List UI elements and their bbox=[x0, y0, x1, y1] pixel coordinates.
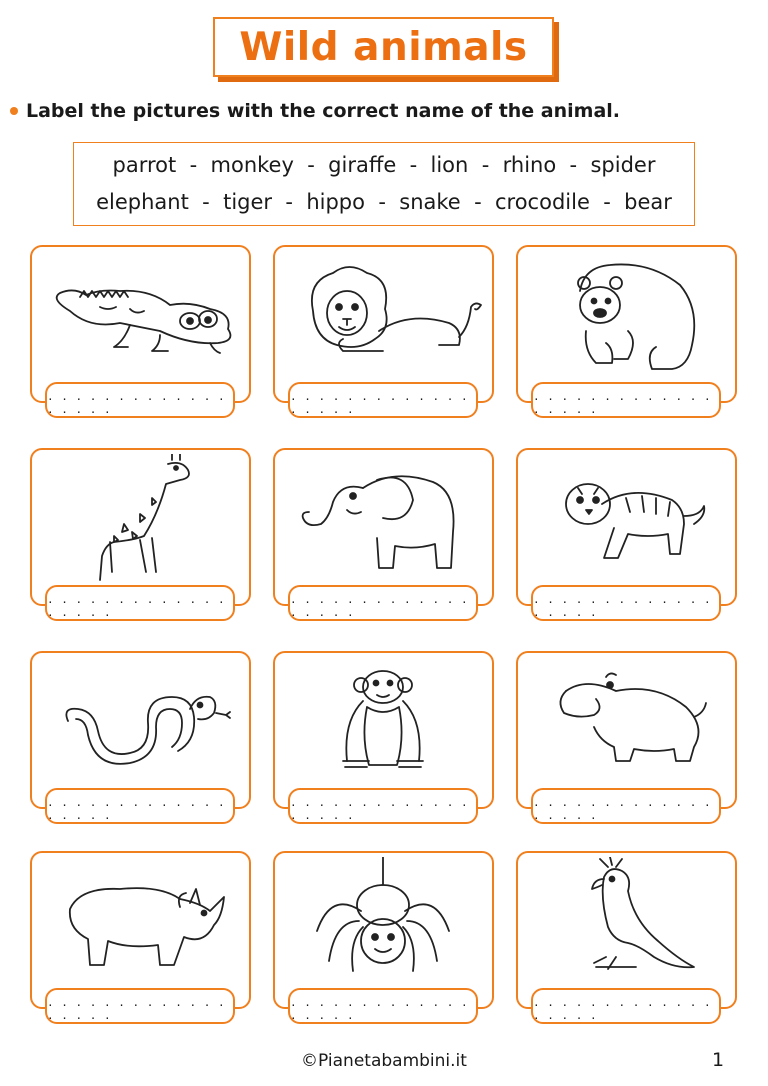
answer-field[interactable]: . . . . . . . . . . . . . . . . . . bbox=[531, 585, 721, 621]
monkey-icon bbox=[283, 657, 483, 785]
parrot-icon bbox=[526, 857, 726, 985]
animal-card bbox=[273, 448, 494, 626]
answer-field[interactable]: . . . . . . . . . . . . . . . . . . bbox=[531, 988, 721, 1024]
instruction bbox=[10, 100, 620, 122]
tiger-icon bbox=[526, 454, 726, 582]
instruction-text: Label the pictures with the correct name of the animal. bbox=[26, 100, 621, 122]
answer-field[interactable]: . . . . . . . . . . . . . . . . . . bbox=[288, 788, 478, 824]
answer-field[interactable]: . . . . . . . . . . . . . . . . . . bbox=[288, 585, 478, 621]
bear-icon bbox=[526, 251, 726, 379]
page-title: Wild animals bbox=[239, 24, 528, 70]
rhino-icon bbox=[40, 857, 240, 985]
animal-card bbox=[30, 851, 251, 1029]
answer-field[interactable]: . . . . . . . . . . . . . . . . . . bbox=[531, 788, 721, 824]
animal-card bbox=[30, 448, 251, 626]
animal-card bbox=[273, 651, 494, 829]
word-bank-line-2: elephant - tiger - hippo - snake - crocodile - bear bbox=[96, 190, 672, 214]
animal-card bbox=[516, 851, 737, 1029]
animal-card bbox=[30, 651, 251, 829]
answer-field[interactable]: . . . . . . . . . . . . . . . . . . bbox=[288, 988, 478, 1024]
word-bank-line-1: parrot - monkey - giraffe - lion - rhino - spider bbox=[112, 153, 656, 177]
footer-credit: ©Pianetabambini.it bbox=[301, 1051, 467, 1071]
elephant-icon bbox=[283, 454, 483, 582]
answer-field[interactable]: . . . . . . . . . . . . . . . . . . bbox=[45, 382, 235, 418]
answer-field[interactable]: . . . . . . . . . . . . . . . . . . bbox=[45, 988, 235, 1024]
bullet-icon bbox=[10, 107, 18, 115]
animal-card bbox=[30, 245, 251, 423]
animal-card bbox=[516, 245, 737, 423]
crocodile-icon bbox=[40, 251, 240, 379]
giraffe-icon bbox=[40, 454, 240, 582]
lion-icon bbox=[283, 251, 483, 379]
animal-card bbox=[516, 651, 737, 829]
spider-icon bbox=[283, 857, 483, 985]
answer-field[interactable]: . . . . . . . . . . . . . . . . . . bbox=[531, 382, 721, 418]
hippo-icon bbox=[526, 657, 726, 785]
snake-icon bbox=[40, 657, 240, 785]
animal-card bbox=[273, 851, 494, 1029]
answer-field[interactable]: . . . . . . . . . . . . . . . . . . bbox=[45, 585, 235, 621]
title-banner bbox=[213, 17, 554, 77]
answer-field[interactable]: . . . . . . . . . . . . . . . . . . bbox=[45, 788, 235, 824]
animal-card bbox=[516, 448, 737, 626]
word-bank bbox=[73, 142, 695, 226]
animal-card bbox=[273, 245, 494, 423]
page-number: 1 bbox=[712, 1049, 725, 1071]
answer-field[interactable]: . . . . . . . . . . . . . . . . . . bbox=[288, 382, 478, 418]
